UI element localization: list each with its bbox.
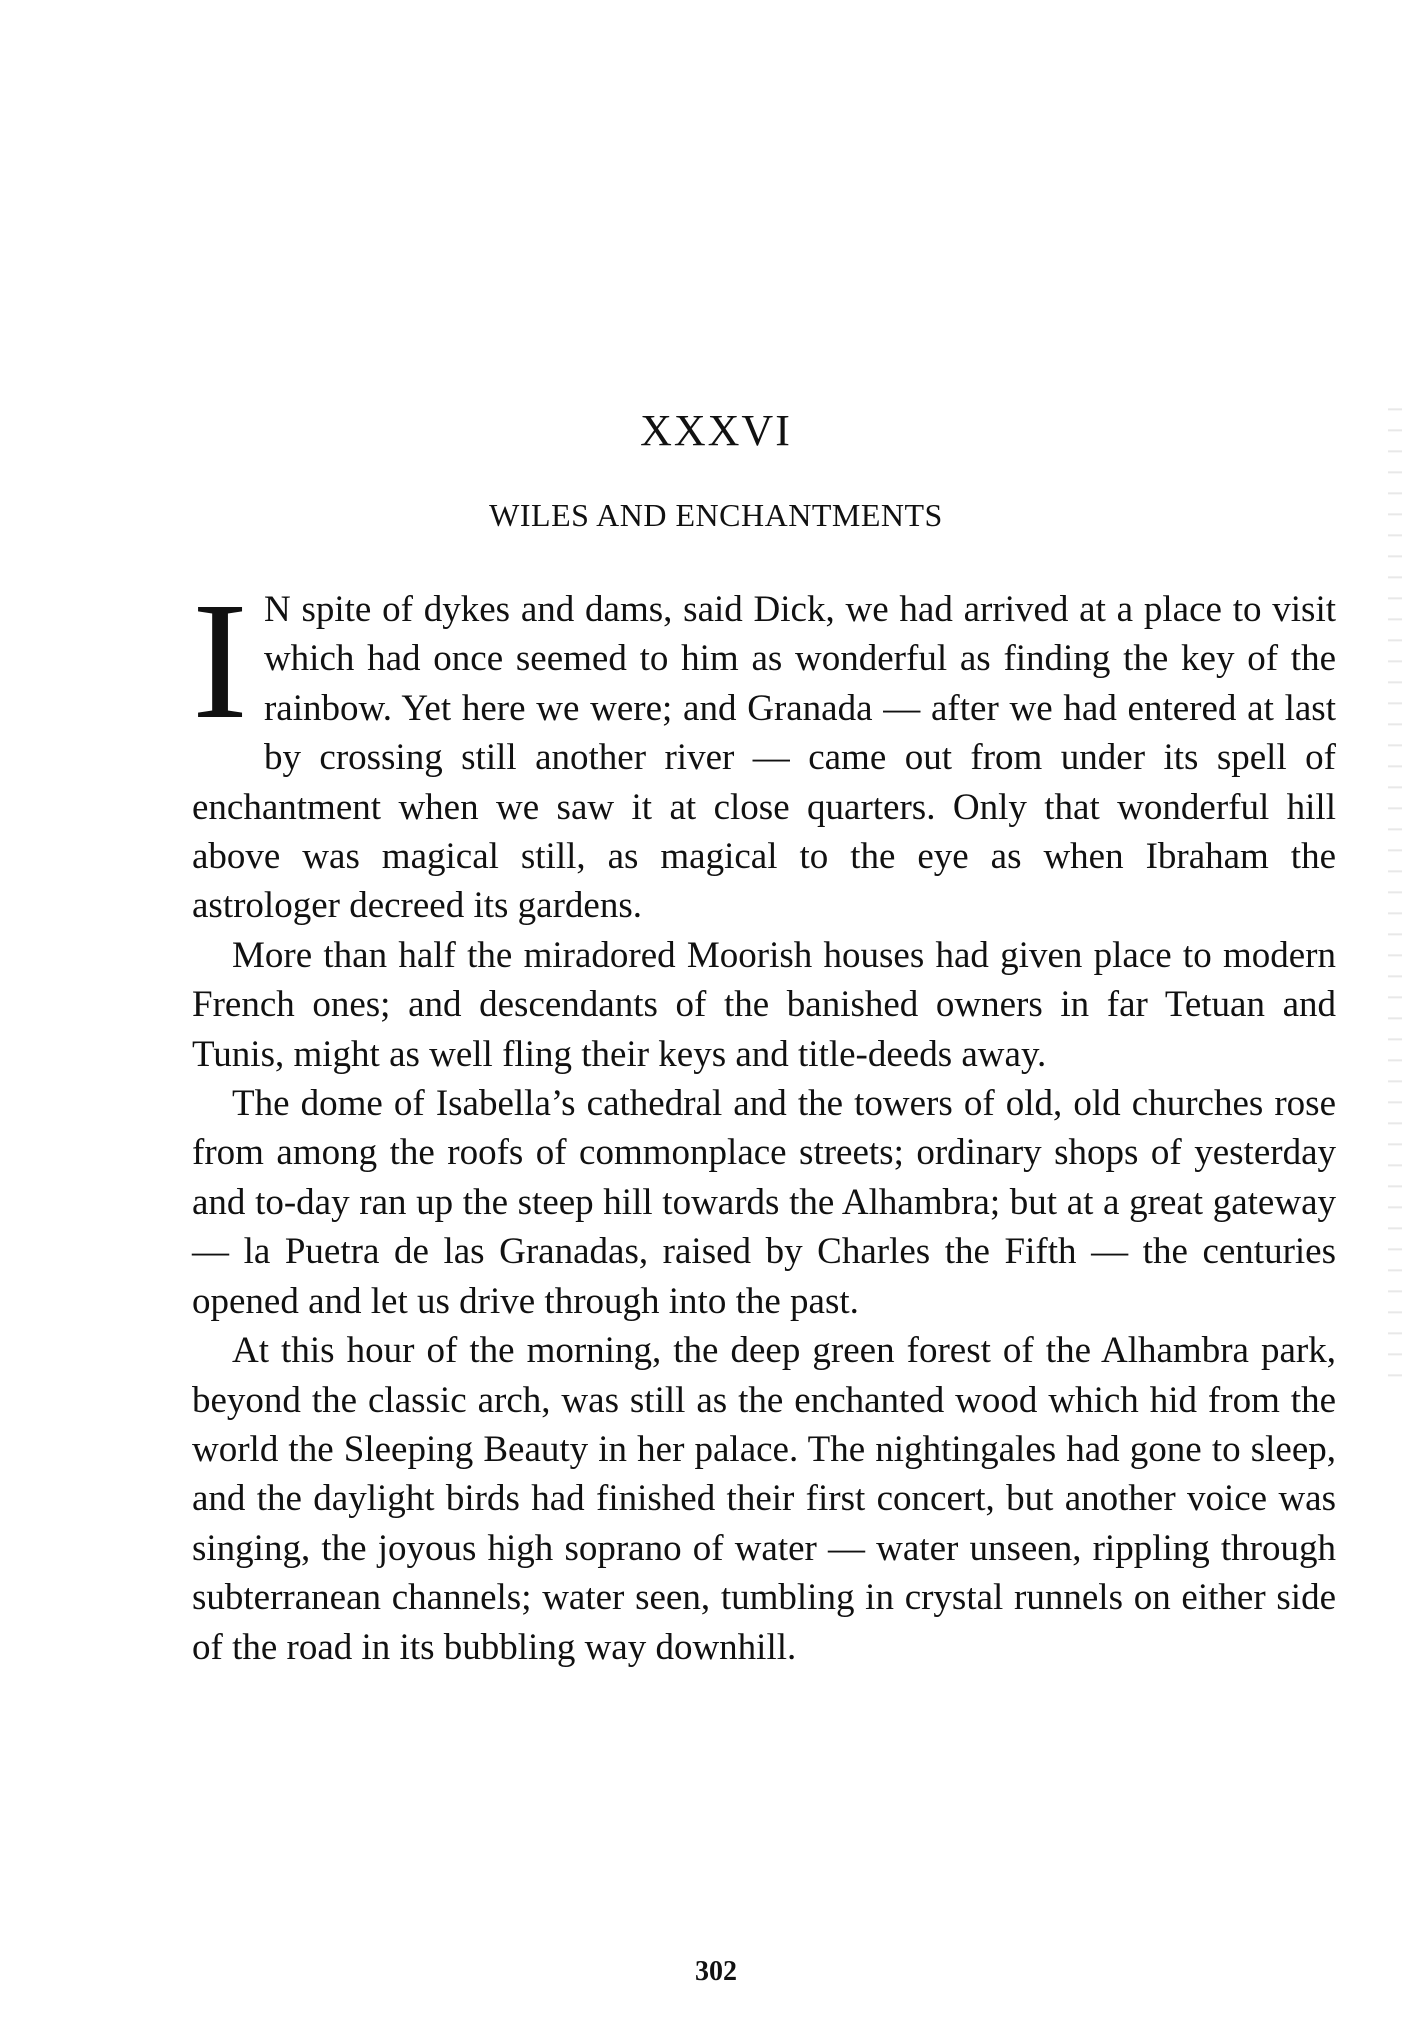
paragraph: At this hour of the morning, the deep green forest of the Alhambra park, beyond the classic arch, was still as the enchanted wood which hid from the world the Sleeping Beauty in her palace. The nightingales had gone to sleep, and the daylight birds had finished their first concert, but another voice was singing, the joyous high soprano of water — water unseen, rippling through subterranean channels; water seen, tumbling in crystal runnels on either side of the road in its bubbling way downhill. — [192, 1330, 1336, 1668]
paragraph: The dome of Isabella’s cathedral and the towers of old, old churches rose from among the roofs of commonplace streets; ordinary shops of yesterday and to-day ran up the steep hill towards the Alhambra; but at a great gateway — la Puetra de las Granadas, raised by Charles the Fifth — the centuries opened and let us drive through into the past. — [192, 1083, 1336, 1322]
page-number: 302 — [695, 1956, 737, 1987]
paragraph: More than half the miradored Moorish houses had given place to modern French ones; and descendants of the banished owners in far Tetuan and Tunis, might as well fling their keys and title-deeds away. — [192, 934, 1336, 1075]
chapter-number: XXXVI — [640, 406, 792, 455]
scan-edge-shadow — [1388, 390, 1402, 1390]
paragraph — [192, 568, 1336, 931]
paragraph-text: N spite of dykes and dams, said Dick, we had arrived at a place to visit which had once seemed to him as wonderful as finding the key of the rainbow. Yet here we were; and Granada — after we had entered at last by crossing still another river — came out from under its spell of enchantment when we saw it at close quarters. Only that wonderful hill above was magical still, as magical to the eye as when Ibraham the astrologer decreed its gardens. — [192, 589, 1336, 927]
chapter-title: WILES AND ENCHANTMENTS — [489, 497, 943, 533]
drop-cap: I — [192, 568, 248, 754]
chapter-body — [192, 568, 1336, 1672]
